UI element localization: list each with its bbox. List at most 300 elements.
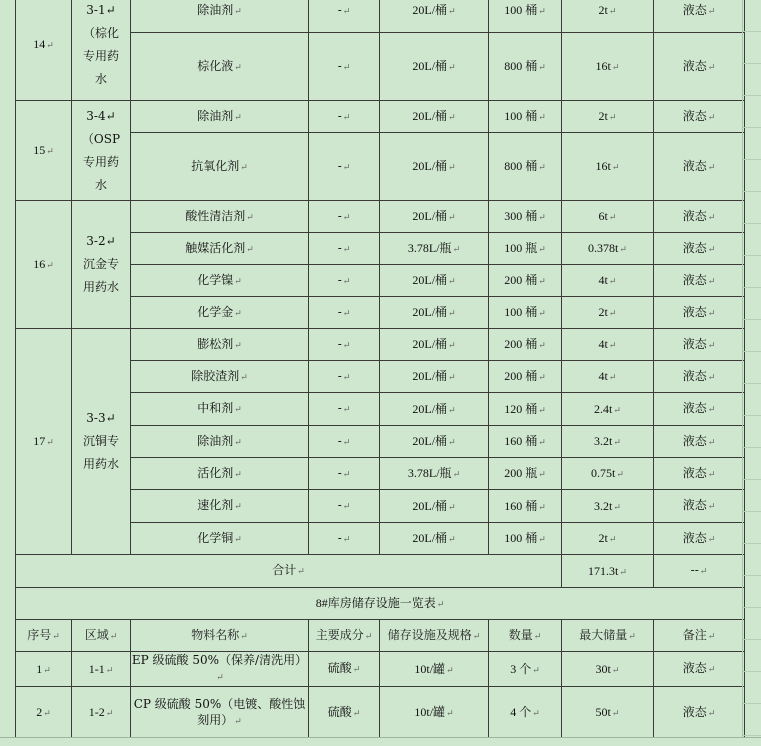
cell-text: 速化剂 (197, 498, 234, 512)
cell-text: 3 个 (510, 661, 532, 676)
paragraph-mark-icon: ↵ (699, 567, 708, 577)
note-cell[interactable] (654, 233, 745, 265)
total-label-cell[interactable] (16, 555, 562, 588)
paragraph-mark-icon: ↵ (532, 664, 540, 675)
cell-text: 1-1 (88, 661, 105, 676)
table-row (16, 0, 745, 33)
cell-line: （棕化 (82, 25, 119, 40)
quantity-cell[interactable] (489, 361, 562, 393)
caption-row (16, 588, 745, 620)
cell-text: 液态 (682, 272, 707, 287)
cell-text: - (337, 433, 342, 448)
component-cell[interactable] (309, 652, 380, 687)
seq-cell[interactable] (16, 101, 72, 201)
max-storage-cell[interactable] (562, 361, 654, 393)
component-cell[interactable] (309, 361, 380, 393)
max-storage-cell[interactable] (562, 133, 654, 201)
paragraph-mark-icon: ↵ (538, 276, 546, 286)
cell-text: 中和剂 (197, 401, 234, 415)
paragraph-mark-icon: ↵ (533, 631, 542, 642)
paragraph-mark-icon: ↵ (707, 62, 716, 73)
max-storage-cell[interactable] (562, 329, 654, 361)
cell-text: 除油剂 (197, 2, 234, 17)
paragraph-mark-icon: ↵ (616, 469, 624, 479)
column-header[interactable] (562, 620, 654, 652)
paragraph-mark-icon: ↵ (707, 372, 716, 383)
component-cell[interactable] (309, 523, 380, 555)
paragraph-mark-icon: ↵ (446, 664, 454, 675)
component-cell[interactable] (309, 33, 380, 101)
spec-cell[interactable] (380, 297, 489, 329)
note-cell[interactable] (654, 0, 745, 33)
cell-line: 水 (94, 71, 107, 86)
paragraph-mark-icon: ↵ (52, 631, 60, 642)
cell-text: - (337, 336, 342, 351)
seq-cell[interactable] (16, 201, 72, 329)
cell-text: 160 桶 (504, 434, 538, 448)
component-cell[interactable] (309, 133, 380, 201)
paragraph-mark-icon: ↵ (613, 437, 621, 447)
paragraph-mark-icon: ↵ (608, 340, 617, 350)
cell-text: 10t/罐 (414, 705, 446, 719)
total-max-cell[interactable] (562, 555, 654, 588)
cell-text: 液态 (682, 530, 707, 545)
paragraph-mark-icon: ↵ (707, 631, 716, 642)
cell-text: 20L/桶 (412, 159, 448, 173)
paragraph-mark-icon: ↵ (46, 260, 54, 270)
area-cell[interactable] (72, 101, 131, 201)
max-storage-cell[interactable] (562, 265, 654, 297)
cell-text: - (337, 304, 342, 319)
component-cell[interactable] (309, 329, 380, 361)
material-name-cell[interactable] (131, 201, 309, 233)
material-name-cell[interactable] (131, 687, 309, 739)
paragraph-mark-icon: ↵ (538, 62, 546, 72)
paragraph-mark-icon: ↵ (234, 469, 242, 480)
cell-text: 120 桶 (504, 401, 538, 416)
paragraph-mark-icon: ↵ (43, 664, 51, 675)
cell-line: 用药水 (82, 280, 119, 294)
paragraph-mark-icon: ↵ (448, 501, 456, 512)
cell-text: 液态 (682, 208, 707, 223)
cell-line: 水 (94, 177, 107, 192)
quantity-cell[interactable] (489, 490, 562, 523)
spec-cell[interactable] (380, 523, 489, 555)
paragraph-mark-icon: ↵ (297, 567, 305, 577)
spec-cell[interactable] (380, 33, 489, 101)
paragraph-mark-icon: ↵ (448, 112, 456, 122)
quantity-cell[interactable] (489, 329, 562, 361)
quantity-cell[interactable] (489, 265, 562, 297)
paragraph-mark-icon: ↵ (342, 112, 351, 123)
paragraph-mark-icon: ↵ (707, 405, 716, 415)
cell-line: （OSP (81, 131, 121, 146)
material-name-cell[interactable] (131, 297, 309, 329)
cell-text: 除胶渣剂 (191, 368, 240, 383)
paragraph-mark-icon: ↵ (538, 534, 546, 544)
spec-cell[interactable] (380, 426, 489, 458)
area-cell[interactable] (72, 0, 131, 101)
paragraph-mark-icon: ↵ (707, 112, 716, 123)
area-cell[interactable] (72, 329, 131, 555)
material-name-cell[interactable] (131, 458, 309, 490)
column-header[interactable] (131, 620, 309, 652)
seq-cell[interactable] (16, 329, 72, 555)
cell-text: 备注 (682, 627, 707, 642)
max-storage-cell[interactable] (562, 458, 654, 490)
column-header[interactable] (16, 620, 72, 652)
table-caption[interactable] (16, 588, 745, 620)
note-cell[interactable] (654, 523, 745, 555)
spec-cell[interactable] (380, 133, 489, 201)
spec-cell[interactable] (380, 0, 489, 33)
area-cell[interactable] (72, 652, 131, 687)
note-cell[interactable] (654, 297, 745, 329)
quantity-cell[interactable] (489, 523, 562, 555)
cell-text: 20L/桶 (412, 434, 448, 448)
cell-text: 液态 (682, 108, 707, 123)
component-cell[interactable] (309, 458, 380, 490)
cell-text: 20L/桶 (412, 273, 448, 287)
cell-text: - (337, 158, 342, 173)
note-cell[interactable] (654, 133, 745, 201)
component-cell[interactable] (309, 393, 380, 426)
cell-text: 液态 (682, 498, 707, 512)
component-cell[interactable] (309, 233, 380, 265)
material-name-cell[interactable] (131, 361, 309, 393)
quantity-cell[interactable] (489, 393, 562, 426)
component-cell[interactable] (309, 265, 380, 297)
area-cell[interactable] (72, 201, 131, 329)
cell-text: 8#库房储存设施一览表 (315, 596, 436, 610)
cell-text: 除油剂 (197, 433, 234, 448)
cell-text: 200 瓶 (504, 466, 538, 480)
component-cell[interactable] (309, 101, 380, 133)
paragraph-mark-icon: ↵ (234, 502, 242, 512)
spec-cell[interactable] (380, 329, 489, 361)
material-name-cell[interactable] (131, 523, 309, 555)
material-name-cell[interactable] (131, 33, 309, 101)
cell-text: 储存设施及规格 (387, 627, 472, 642)
cell-text: 3.78L/瓶 (407, 241, 452, 255)
material-name-cell[interactable] (131, 652, 309, 687)
paragraph-mark-icon: ↵ (538, 404, 546, 415)
max-storage-cell[interactable] (562, 297, 654, 329)
material-name-cell[interactable] (131, 329, 309, 361)
area-cell[interactable] (72, 687, 131, 739)
material-name-cell[interactable] (131, 233, 309, 265)
paragraph-mark-icon: ↵ (109, 631, 118, 642)
paragraph-mark-icon: ↵ (342, 372, 351, 383)
paragraph-mark-icon: ↵ (448, 6, 456, 16)
material-name-cell[interactable] (131, 133, 309, 201)
paragraph-mark-icon: ↵ (234, 716, 242, 727)
cell-text: 触媒活化剂 (185, 240, 246, 255)
quantity-cell[interactable] (489, 33, 562, 101)
spec-cell[interactable] (380, 361, 489, 393)
max-storage-cell[interactable] (562, 201, 654, 233)
material-name-cell[interactable] (131, 393, 309, 426)
note-cell[interactable] (654, 265, 745, 297)
note-cell[interactable] (654, 458, 745, 490)
note-cell[interactable] (654, 393, 745, 426)
paragraph-mark-icon: ↵ (342, 162, 351, 173)
max-storage-cell[interactable] (562, 393, 654, 426)
paragraph-mark-icon: ↵ (448, 437, 456, 447)
paragraph-mark-icon: ↵ (234, 308, 242, 319)
paragraph-mark-icon: ↵ (46, 437, 54, 447)
note-cell[interactable] (654, 687, 745, 739)
paragraph-mark-icon: ↵ (342, 502, 351, 512)
spec-cell[interactable] (380, 458, 489, 490)
paragraph-mark-icon: ↵ (246, 212, 254, 223)
paragraph-mark-icon: ↵ (234, 437, 242, 448)
cell-text: 20L/桶 (412, 531, 448, 545)
paragraph-mark-icon: ↵ (613, 404, 621, 415)
paragraph-mark-icon: ↵ (234, 62, 242, 73)
spec-cell[interactable] (380, 265, 489, 297)
table-row (16, 687, 745, 739)
material-name-cell[interactable] (131, 426, 309, 458)
cell-text: 14 (33, 37, 46, 51)
cell-text: 2t (598, 531, 608, 545)
paragraph-mark-icon: ↵ (448, 340, 456, 350)
material-name-cell[interactable] (131, 490, 309, 523)
paragraph-mark-icon: ↵ (246, 244, 254, 255)
cell-text: 化学铜 (197, 530, 234, 545)
paragraph-mark-icon: ↵ (448, 162, 456, 172)
column-header[interactable] (489, 620, 562, 652)
seq-cell[interactable] (16, 652, 72, 687)
note-cell[interactable] (654, 490, 745, 523)
paragraph-mark-icon: ↵ (707, 162, 716, 173)
quantity-cell[interactable] (489, 201, 562, 233)
component-cell[interactable] (309, 0, 380, 33)
max-storage-cell[interactable] (562, 233, 654, 265)
max-storage-cell[interactable] (562, 33, 654, 101)
material-name-cell[interactable] (131, 101, 309, 133)
cell-text: 2 (36, 705, 43, 719)
paragraph-mark-icon: ↵ (707, 308, 716, 319)
paragraph-mark-icon: ↵ (342, 469, 351, 480)
cell-text: CP 级硫酸 50%（电镀、酸性蚀刻用） (133, 696, 306, 727)
quantity-cell[interactable] (489, 101, 562, 133)
cell-text: EP 级硫酸 50%（保养/清洗用） (131, 653, 308, 667)
column-header[interactable] (654, 620, 745, 652)
spec-cell[interactable] (380, 101, 489, 133)
cell-line: 用药水 (82, 457, 119, 471)
paragraph-mark-icon: ↵ (452, 469, 461, 479)
cell-text: 4 个 (510, 705, 532, 719)
cell-text: 16 (33, 257, 46, 271)
paragraph-mark-icon: ↵ (234, 405, 242, 415)
cell-text: 100 瓶 (504, 241, 538, 255)
quantity-cell[interactable] (489, 233, 562, 265)
cell-text: - (337, 530, 342, 545)
component-cell[interactable] (309, 297, 380, 329)
paragraph-mark-icon: ↵ (436, 599, 445, 609)
note-cell[interactable] (654, 361, 745, 393)
paragraph-mark-icon: ↵ (342, 340, 351, 351)
max-storage-cell[interactable] (562, 652, 654, 687)
quantity-cell[interactable] (489, 652, 562, 687)
cell-text: 2.4t (594, 401, 613, 416)
cell-text: 液态 (682, 433, 707, 448)
paragraph-mark-icon: ↵ (342, 6, 351, 17)
paragraph-mark-icon: ↵ (105, 708, 114, 718)
component-cell[interactable] (309, 687, 380, 739)
cell-text: 化学镍 (197, 272, 234, 287)
cell-text: 800 桶 (504, 159, 538, 173)
max-storage-cell[interactable] (562, 687, 654, 739)
paragraph-mark-icon: ↵ (538, 244, 546, 254)
cell-text: 合计 (272, 563, 297, 577)
paragraph-mark-icon: ↵ (707, 6, 716, 17)
paragraph-mark-icon: ↵ (707, 469, 716, 480)
cell-text: - (337, 401, 342, 415)
cell-text: 100 桶 (504, 3, 538, 17)
seq-cell[interactable] (16, 687, 72, 739)
paragraph-mark-icon: ↵ (611, 664, 620, 675)
cell-text: 液态 (682, 2, 707, 17)
cell-text: - (337, 2, 342, 17)
paragraph-mark-icon: ↵ (538, 112, 546, 122)
column-header[interactable] (309, 620, 380, 652)
paragraph-mark-icon: ↵ (608, 276, 617, 286)
component-cell[interactable] (309, 490, 380, 523)
cell-line: 3-1↵ (86, 2, 116, 17)
seq-cell[interactable] (16, 0, 72, 101)
spec-cell[interactable] (380, 233, 489, 265)
note-cell[interactable] (654, 426, 745, 458)
paragraph-mark-icon: ↵ (105, 664, 114, 675)
paragraph-mark-icon: ↵ (448, 534, 456, 544)
cell-text: 6t (598, 209, 608, 223)
spec-cell[interactable] (380, 687, 489, 739)
cell-text: 30t (595, 661, 611, 676)
cell-text: 20L/桶 (412, 369, 448, 383)
cell-text: 200 桶 (504, 337, 538, 351)
material-name-cell[interactable] (131, 0, 309, 33)
max-storage-cell[interactable] (562, 490, 654, 523)
cell-text: 除油剂 (197, 108, 234, 123)
quantity-cell[interactable] (489, 0, 562, 33)
note-cell[interactable] (654, 652, 745, 687)
paragraph-mark-icon: ↵ (364, 631, 373, 642)
quantity-cell[interactable] (489, 133, 562, 201)
quantity-cell[interactable] (489, 426, 562, 458)
max-storage-cell[interactable] (562, 523, 654, 555)
column-header[interactable] (380, 620, 489, 652)
paragraph-mark-icon: ↵ (532, 708, 540, 718)
paragraph-mark-icon: ↵ (448, 372, 456, 382)
cell-text: - (337, 465, 342, 480)
cell-text: 16t (595, 159, 611, 173)
paragraph-mark-icon: ↵ (608, 308, 617, 318)
paragraph-mark-icon: ↵ (342, 244, 351, 255)
cell-text: 20L/桶 (412, 401, 448, 416)
note-cell[interactable] (654, 33, 745, 101)
cell-text: 17 (33, 434, 46, 448)
paragraph-mark-icon: ↵ (342, 405, 351, 415)
max-storage-cell[interactable] (562, 0, 654, 33)
cell-text: 抗氧化剂 (191, 158, 240, 173)
cell-text: 4t (598, 273, 608, 287)
paragraph-mark-icon: ↵ (707, 502, 716, 512)
header-row (16, 620, 745, 652)
note-cell[interactable] (654, 329, 745, 361)
paragraph-mark-icon: ↵ (538, 469, 546, 479)
cell-text: 酸性清洁剂 (185, 208, 246, 223)
total-note-cell[interactable] (654, 555, 745, 588)
spec-cell[interactable] (380, 490, 489, 523)
paragraph-mark-icon: ↵ (342, 308, 351, 319)
spec-cell[interactable] (380, 652, 489, 687)
paragraph-mark-icon: ↵ (472, 631, 481, 642)
table-row (16, 201, 745, 233)
cell-text: - (337, 498, 342, 512)
paragraph-mark-icon: ↵ (216, 673, 224, 683)
cell-text: 20L/桶 (412, 3, 448, 17)
cell-text: 液态 (682, 704, 707, 719)
max-storage-cell[interactable] (562, 426, 654, 458)
cell-line: 3-2↵ (86, 234, 116, 248)
cell-text: 膨松剂 (197, 336, 234, 351)
component-cell[interactable] (309, 201, 380, 233)
cell-text: 50t (595, 705, 611, 719)
paragraph-mark-icon: ↵ (619, 566, 627, 577)
paragraph-mark-icon: ↵ (619, 244, 627, 254)
paragraph-mark-icon: ↵ (448, 62, 456, 72)
paragraph-mark-icon: ↵ (707, 212, 716, 223)
quantity-cell[interactable] (489, 687, 562, 739)
note-cell[interactable] (654, 201, 745, 233)
paragraph-mark-icon: ↵ (234, 112, 242, 123)
cell-text: 16t (595, 59, 611, 73)
spec-cell[interactable] (380, 393, 489, 426)
paragraph-mark-icon: ↵ (608, 6, 617, 16)
cell-text: 2t (598, 109, 608, 123)
quantity-cell[interactable] (489, 297, 562, 329)
paragraph-mark-icon: ↵ (448, 308, 456, 318)
cell-text: 171.3t (588, 563, 619, 578)
component-cell[interactable] (309, 426, 380, 458)
paragraph-mark-icon: ↵ (538, 212, 546, 222)
note-cell[interactable] (654, 101, 745, 133)
paragraph-mark-icon: ↵ (352, 665, 361, 675)
spec-cell[interactable] (380, 201, 489, 233)
paragraph-mark-icon: ↵ (448, 276, 456, 286)
paragraph-mark-icon: ↵ (342, 437, 351, 448)
max-storage-cell[interactable] (562, 101, 654, 133)
paragraph-mark-icon: ↵ (240, 372, 248, 383)
cell-text: 液态 (682, 661, 707, 675)
quantity-cell[interactable] (489, 458, 562, 490)
cell-text: 100 桶 (504, 305, 538, 319)
cell-text: 800 桶 (504, 59, 538, 73)
cell-text: 硫酸 (327, 704, 352, 719)
paragraph-mark-icon: ↵ (342, 212, 351, 223)
cell-text: 15 (33, 143, 46, 157)
column-header[interactable] (72, 620, 131, 652)
paragraph-mark-icon: ↵ (342, 276, 351, 287)
paragraph-mark-icon: ↵ (611, 162, 620, 172)
cell-text: 4t (598, 337, 608, 351)
material-name-cell[interactable] (131, 265, 309, 297)
paragraph-mark-icon: ↵ (608, 112, 617, 122)
paragraph-mark-icon: ↵ (538, 308, 546, 318)
paragraph-mark-icon: ↵ (707, 244, 716, 255)
